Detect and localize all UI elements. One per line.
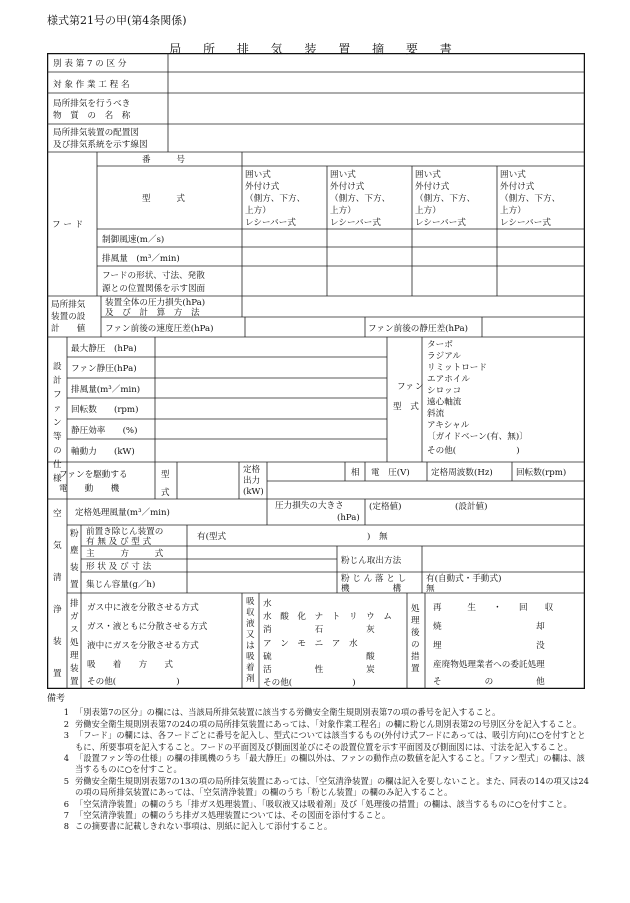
hood-option: 外付け式: [330, 182, 365, 192]
gas-label-char: ス: [70, 625, 79, 635]
hood-option: レシーバー式: [245, 218, 296, 228]
form-number: 様式第21号の甲(第4条関係): [47, 14, 187, 27]
gas-method-option: 吸 着 方 式: [87, 660, 173, 670]
pre-dust-no: ) 無: [367, 532, 388, 542]
rated-output-label-1: 定格: [243, 465, 261, 475]
remark-item: [47, 719, 592, 730]
frequency-label: 定格周波数(Hz): [431, 468, 493, 478]
cleaner-label-char: 清: [53, 573, 62, 583]
design-value-label: (設計値): [455, 502, 488, 512]
pressure-loss-label-2: 及 び 計 算 方 法: [105, 308, 200, 318]
remark-item: [47, 776, 592, 799]
absorbent-label-char: 又: [246, 630, 255, 640]
remark-text: 「空気清浄装置」の欄のうち「排ガス処理装置」、「吸収液又は吸着剤」及び「処理後の措置」の欄は、該当するものに○を付すこと。: [75, 798, 572, 809]
rated-output-label-3: (kW): [243, 487, 264, 497]
post-option: 埋 没: [433, 641, 545, 651]
fan-label-char: フ: [53, 390, 62, 400]
absorbent-option: 消 石 灰: [263, 625, 375, 635]
remarks-heading: 備考: [47, 694, 66, 704]
pre-dust-yes: 有(型式: [197, 532, 227, 542]
gas-method-option: 液中にガスを分散させる方式: [87, 641, 199, 651]
hood-option: 上方）: [330, 206, 356, 216]
motor-type-char-1: 型: [161, 470, 170, 480]
hood-option: レシーバー式: [415, 218, 466, 228]
remark-text: この摘要書に記載しきれない事項は、別紙に記入して添付すること。: [75, 821, 333, 832]
absorbent-label: [246, 596, 255, 684]
rated-value-label: (定格値): [369, 502, 402, 512]
post-option: そ の 他: [433, 677, 545, 687]
remark-number: 1: [63, 707, 69, 718]
fan-label-char: 等: [53, 432, 62, 442]
post-label-char: 理: [411, 616, 420, 626]
fan-type-label-1: ファ: [397, 382, 415, 392]
dust-method-label: 主 方 式: [86, 549, 164, 559]
post-option: 再 生 ・ 回 収: [433, 603, 554, 613]
hood-option: （側方、下方、: [245, 194, 306, 204]
fan-label-char: 仕: [53, 460, 62, 470]
fan-label-char: 様: [53, 474, 62, 484]
remark-text: 「空気清浄装置」の欄のうち排ガス処理装置については、その図面を添付すること。: [75, 810, 391, 821]
remark-item: [47, 799, 592, 810]
hood-option: （側方、下方、: [330, 194, 391, 204]
remark-text: 「フード」の欄には、各フードごとに番号を記入し、型式については該当するもの(外付け式フードにあっては、吸引方向)に○を付すとともに、所要事項を記入すること。フードの平面図及び側面図並びにその設置位置を示す平面図及び側面図には、寸法を記入すること。: [75, 730, 586, 752]
pre-dust-label-1: 前置き除じん装置の: [86, 527, 164, 537]
absorbent-option: 水: [263, 599, 272, 609]
remark-text: 労働安全衛生規則別表第7の13の項の局所排気装置にあっては、「空気清浄装置」の欄は記入を要しないこと。また、同表の14の項又は24の項の局所排気装置にあっては、「空気清浄装置」の欄のうち「粉じん装置」の欄のみ記入すること。: [75, 775, 589, 798]
hood-option: 外付け式: [245, 182, 280, 192]
hood-option: 上方）: [245, 206, 271, 216]
dust-label-char: 塵: [70, 546, 79, 556]
dust-label-char: 置: [70, 580, 79, 590]
max-static-label: 最大静圧 (hPa): [71, 344, 137, 354]
fan-label-char: ン: [53, 418, 62, 428]
hood-option: （側方、下方、: [500, 194, 561, 204]
gas-label-char: 排: [70, 599, 79, 609]
work-name-label: 対 象 作 業 工 程 名: [53, 80, 130, 90]
form-grid: [47, 53, 585, 689]
hood-type-options-2: [330, 168, 390, 228]
design-label-2: 装置の設: [51, 312, 86, 322]
diagram-label-1: 局所排気装置の配置図: [53, 128, 139, 138]
hood-option: 囲い式: [415, 170, 441, 180]
cleaner-label-char: 気: [53, 541, 62, 551]
fan-type-label-2: ン: [415, 382, 424, 392]
fan-type-option: リミットロード: [427, 363, 487, 373]
cleaner-label-char: 装: [53, 637, 62, 647]
hood-option: 囲い式: [330, 170, 356, 180]
gas-label-char: 処: [70, 638, 79, 648]
fan-type-options: [427, 339, 528, 456]
hood-shape-label-2: 源との位置関係を示す図面: [102, 284, 206, 294]
hood-option: レシーバー式: [330, 218, 381, 228]
gas-method-options: [87, 601, 208, 687]
post-treatment-label: [411, 602, 420, 674]
phase-label: 相: [351, 468, 360, 478]
power-label: 軸動力 (kW): [71, 447, 135, 457]
substance-label-1: 局所排気を行うべき: [53, 99, 131, 109]
cleaner-label-char: 浄: [53, 605, 62, 615]
hood-option: 上方）: [415, 206, 441, 216]
absorbent-options: [263, 597, 392, 688]
fan-label-char: 設: [53, 362, 62, 372]
summary-form-table: [47, 53, 585, 689]
dust-removal-label: 粉じん取出方法: [341, 556, 402, 566]
hood-option: 外付け式: [500, 182, 535, 192]
dust-drop-value-2: 無: [426, 584, 435, 594]
fan-type-option: シロッコ: [427, 386, 462, 396]
dust-shape-label: 形 状 及 び 寸 法: [86, 562, 152, 572]
remark-text: 労働安全衛生規則別表第7の24の項の局所排気装置にあっては、「対象作業工程名」の欄に粉じん則別表第2の号別区分を記入すること。: [75, 718, 582, 729]
dust-drop-label-1: 粉 じ ん 落 と し: [341, 574, 407, 584]
hood-option: 囲い式: [500, 170, 526, 180]
remark-item: [47, 707, 592, 718]
remarks-section: [47, 694, 592, 833]
remark-number: 2: [63, 718, 69, 729]
absorbent-label-char: 吸: [246, 652, 255, 662]
motor-rpm-label: 回転数(rpm): [516, 468, 567, 478]
post-treatment-options: [433, 601, 554, 687]
remark-number: 5: [63, 775, 69, 786]
pressure-loss-label-1: 装置全体の圧力損失(hPa): [105, 298, 206, 308]
hood-number-label: 番 号: [142, 155, 185, 165]
gas-label-char: 装: [70, 664, 79, 674]
remark-item: [47, 810, 592, 821]
hood-option: （側方、下方、: [415, 194, 476, 204]
control-velocity-label: 制御風速(m／s): [102, 235, 165, 245]
post-label-char: の: [411, 640, 420, 650]
gas-method-option: ガス・液ともに分散させる方式: [87, 622, 208, 632]
fan-velocity-pressure-label: ファン前後の速度圧差(hPa): [105, 324, 214, 334]
gas-label-char: 置: [70, 677, 79, 687]
design-label-1: 局所排気: [51, 300, 86, 310]
remark-number: 4: [63, 753, 69, 764]
fan-type-option: 遠心軸流: [427, 397, 462, 408]
hood-option: 囲い式: [245, 170, 271, 180]
dust-capacity-label: 集じん容量(g／h): [86, 580, 156, 590]
fan-type-option: アキシャル: [427, 420, 470, 431]
fan-section-label: [53, 361, 62, 484]
rated-volume-label: 定格処理風量(m³／min): [75, 508, 170, 518]
hood-type-options-1: [245, 168, 305, 228]
gas-method-option: その他( ): [87, 677, 180, 687]
remark-number: 6: [63, 798, 69, 809]
fan-label-char: 計: [53, 376, 62, 386]
remark-number: 3: [63, 730, 69, 741]
document-title: 局 所 排 気 装 置 摘 要 書: [169, 42, 461, 56]
hood-type-options-3: [415, 168, 475, 228]
remark-item: [47, 821, 592, 832]
cleaner-pressure-loss-1: 圧力損失の大きさ: [275, 501, 344, 511]
post-option: 産廃物処理業者への委託処理: [433, 660, 545, 670]
absorbent-label-char: 着: [246, 663, 255, 673]
post-label-char: 処: [411, 604, 420, 614]
category-label: 別 表 第 7 の 区 分: [53, 59, 127, 69]
absorbent-label-char: 液: [246, 619, 255, 629]
absorbent-option: 硫 酸: [263, 652, 375, 662]
absorbent-label-char: 収: [246, 608, 255, 618]
gas-device-label: [70, 597, 79, 687]
absorbent-option: ア ン モ ニ ア 水: [263, 639, 358, 649]
dust-drop-label-2: 機 構: [341, 584, 402, 594]
remark-item: [47, 730, 592, 753]
motor-label-1: ファンを駆動する: [59, 470, 128, 480]
absorbent-label-char: 吸: [246, 597, 255, 607]
efficiency-label: 静圧効率 (%): [71, 426, 138, 436]
motor-type-char-2: 式: [161, 488, 170, 498]
fan-type-option: その他( ): [427, 446, 520, 456]
dust-label-char: 粉: [70, 529, 79, 539]
pre-dust-label-2: 有 無 及 び 型 式: [86, 537, 152, 547]
fan-label-char: の: [53, 446, 62, 456]
fan-type-option: ターボ: [427, 340, 453, 350]
fan-type-option: 〔ガイドベーン(有、無)〕: [427, 432, 528, 442]
fan-static-label: ファン静圧(hPa): [71, 364, 137, 374]
absorbent-option: その他( ): [263, 678, 356, 688]
dust-device-label: [70, 527, 79, 590]
hood-type-label: 型 式: [142, 194, 185, 204]
post-label-char: 後: [411, 628, 420, 638]
diagram-label-2: 及び排気系統を示す線図: [53, 140, 148, 150]
hood-shape-label-1: フードの形状、寸法、発散: [102, 271, 205, 281]
cleaner-pressure-loss-2: (hPa): [337, 513, 360, 523]
hood-label: フ ー ド: [52, 220, 84, 230]
hood-type-options-4: [500, 168, 560, 228]
dust-label-char: 装: [70, 563, 79, 573]
absorbent-option: 水 酸 化 ナ ト リ ウ ム: [263, 612, 392, 622]
hood-option: 上方）: [500, 206, 526, 216]
fan-type-option: 斜流: [427, 409, 445, 419]
motor-label-2: 電 動 機: [59, 484, 120, 494]
remark-item: [47, 753, 592, 776]
fan-static-pressure-label: ファン前後の静圧差(hPa): [368, 324, 468, 334]
gas-label-char: 理: [70, 651, 79, 661]
absorbent-label-char: は: [246, 641, 255, 651]
design-label-3: 計 値: [51, 324, 86, 334]
cleaner-label-char: 空: [53, 509, 62, 519]
hood-option: レシーバー式: [500, 218, 551, 228]
fan-type-option: ラジアル: [427, 351, 462, 362]
hood-exhaust-volume-label: 排風量 (m³／min): [102, 254, 180, 264]
post-option: 焼 却: [433, 622, 545, 632]
dust-drop-value-1: 有(自動式・手動式): [426, 574, 502, 584]
gas-method-option: ガス中に液を分散させる方式: [87, 603, 199, 613]
fan-rpm-label: 回転数 (rpm): [71, 405, 139, 415]
cleaner-label-char: 置: [53, 669, 62, 679]
post-label-char: 措: [411, 652, 420, 662]
fan-exhaust-label: 排風量(m³／min): [71, 385, 141, 395]
rated-output-label-2: 出力: [243, 476, 261, 486]
absorbent-label-char: 剤: [246, 674, 255, 684]
remark-text: 「別表第7の区分」の欄には、当該局所排気装置に該当する労働安全衛生規則別表第7の項の番号を記入すること。: [75, 707, 501, 718]
cleaner-section-label: [53, 507, 62, 679]
gas-label-char: ガ: [70, 612, 79, 622]
fan-label-char: ァ: [53, 404, 62, 414]
hood-option: 外付け式: [415, 182, 450, 192]
remark-number: 8: [63, 821, 69, 832]
substance-label-2: 物 質 の 名 称: [53, 111, 131, 121]
fan-type-option: エアホイル: [427, 374, 470, 385]
absorbent-option: 活 性 炭: [263, 665, 375, 675]
remark-number: 7: [63, 810, 69, 821]
remark-text: 「設置ファン等の仕様」の欄の排風機のうち「最大静圧」の欄以外は、ファンの動作点の数値を記入すること。「ファン型式」の欄は、該当するものに○を付すこと。: [75, 753, 585, 775]
fan-type-label-3: 型 式: [393, 402, 419, 412]
post-label-char: 置: [411, 664, 420, 674]
voltage-label: 電 圧(V): [371, 468, 410, 478]
